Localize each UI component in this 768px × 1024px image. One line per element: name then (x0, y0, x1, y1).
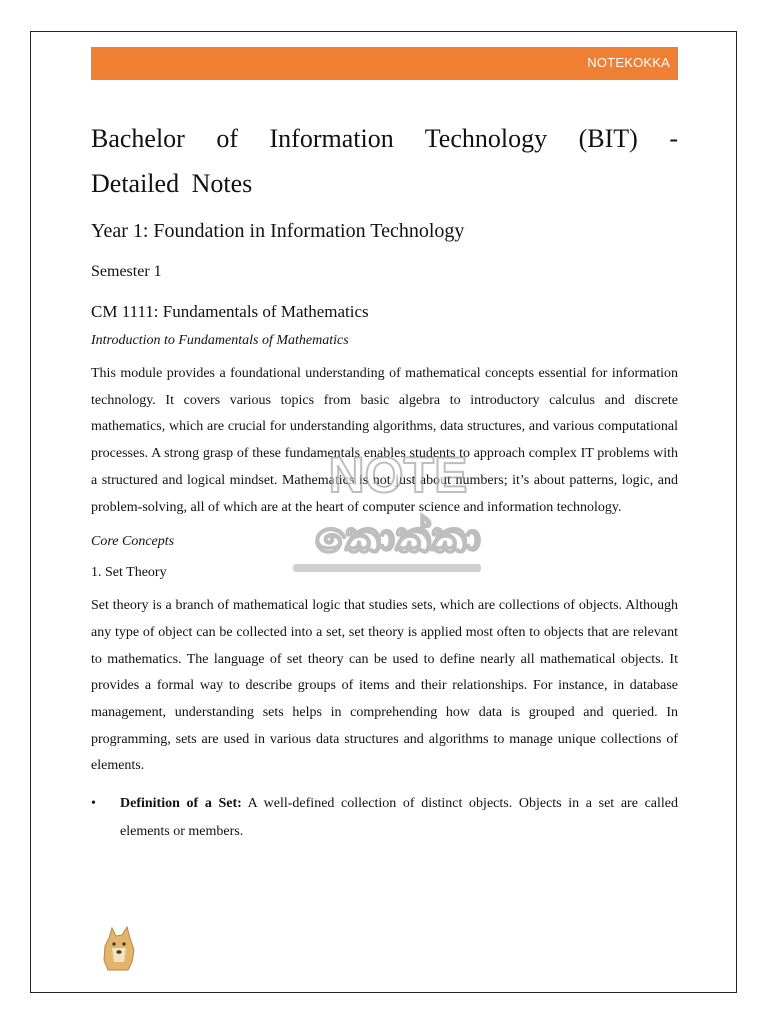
document-body (91, 116, 678, 846)
bullet-list (91, 790, 678, 846)
bullet-term: Definition of a Set: (120, 796, 242, 812)
doge-image (100, 922, 138, 972)
semester-heading: Semester 1 (91, 263, 162, 280)
header-bar (91, 47, 678, 80)
header-brand: NOTEKOKKA (587, 55, 670, 70)
bullet-text: A well-defined collection of distinct objects. Objects in a set are called elements or members. (120, 796, 678, 840)
bullet-marker: • (91, 796, 96, 812)
intro-subheading: Introduction to Fundamentals of Mathematics (91, 333, 349, 348)
set-theory-heading: 1. Set Theory (91, 565, 167, 581)
module-heading: CM 1111: Fundamentals of Mathematics (91, 302, 369, 321)
intro-paragraph: This module provides a foundational understanding of mathematical concepts essential for information technology. It covers various topics from basic algebra to introductory calculus and discrete mathematics, which are crucial for understanding algorithms, data structures, and various computational processes. A strong grasp of these fundamentals enables students to approach complex IT problems with a structured and logical mindset. Mathematics is not just about numbers; it’s about patterns, logic, and problem-solving, all of which are at the heart of computer science and information technology. (91, 366, 678, 515)
core-concepts-heading: Core Concepts (91, 534, 175, 550)
document-title: Bachelor of Information Technology (BIT) - Detailed Notes (91, 124, 678, 198)
year-heading: Year 1: Foundation in Information Technology (91, 220, 465, 242)
svg-text:කොක්කා: කොක්කා (314, 512, 482, 563)
set-theory-paragraph: Set theory is a branch of mathematical logic that studies sets, which are collections of objects. Although any type of object can be collected into a set, set theory is applied most often to objects that are relevant to mathematics. The language of set theory can be used to define nearly all mathematical objects. It provides a formal way to describe groups of items and their relationships. For instance, in database management, understanding sets helps in comprehending how data is grouped and queried. In programming, sets are used in various data structures and algorithms to manage unique collections of elements. (91, 598, 678, 774)
list-item (91, 790, 678, 846)
svg-text:NOTE: NOTE (328, 447, 468, 503)
